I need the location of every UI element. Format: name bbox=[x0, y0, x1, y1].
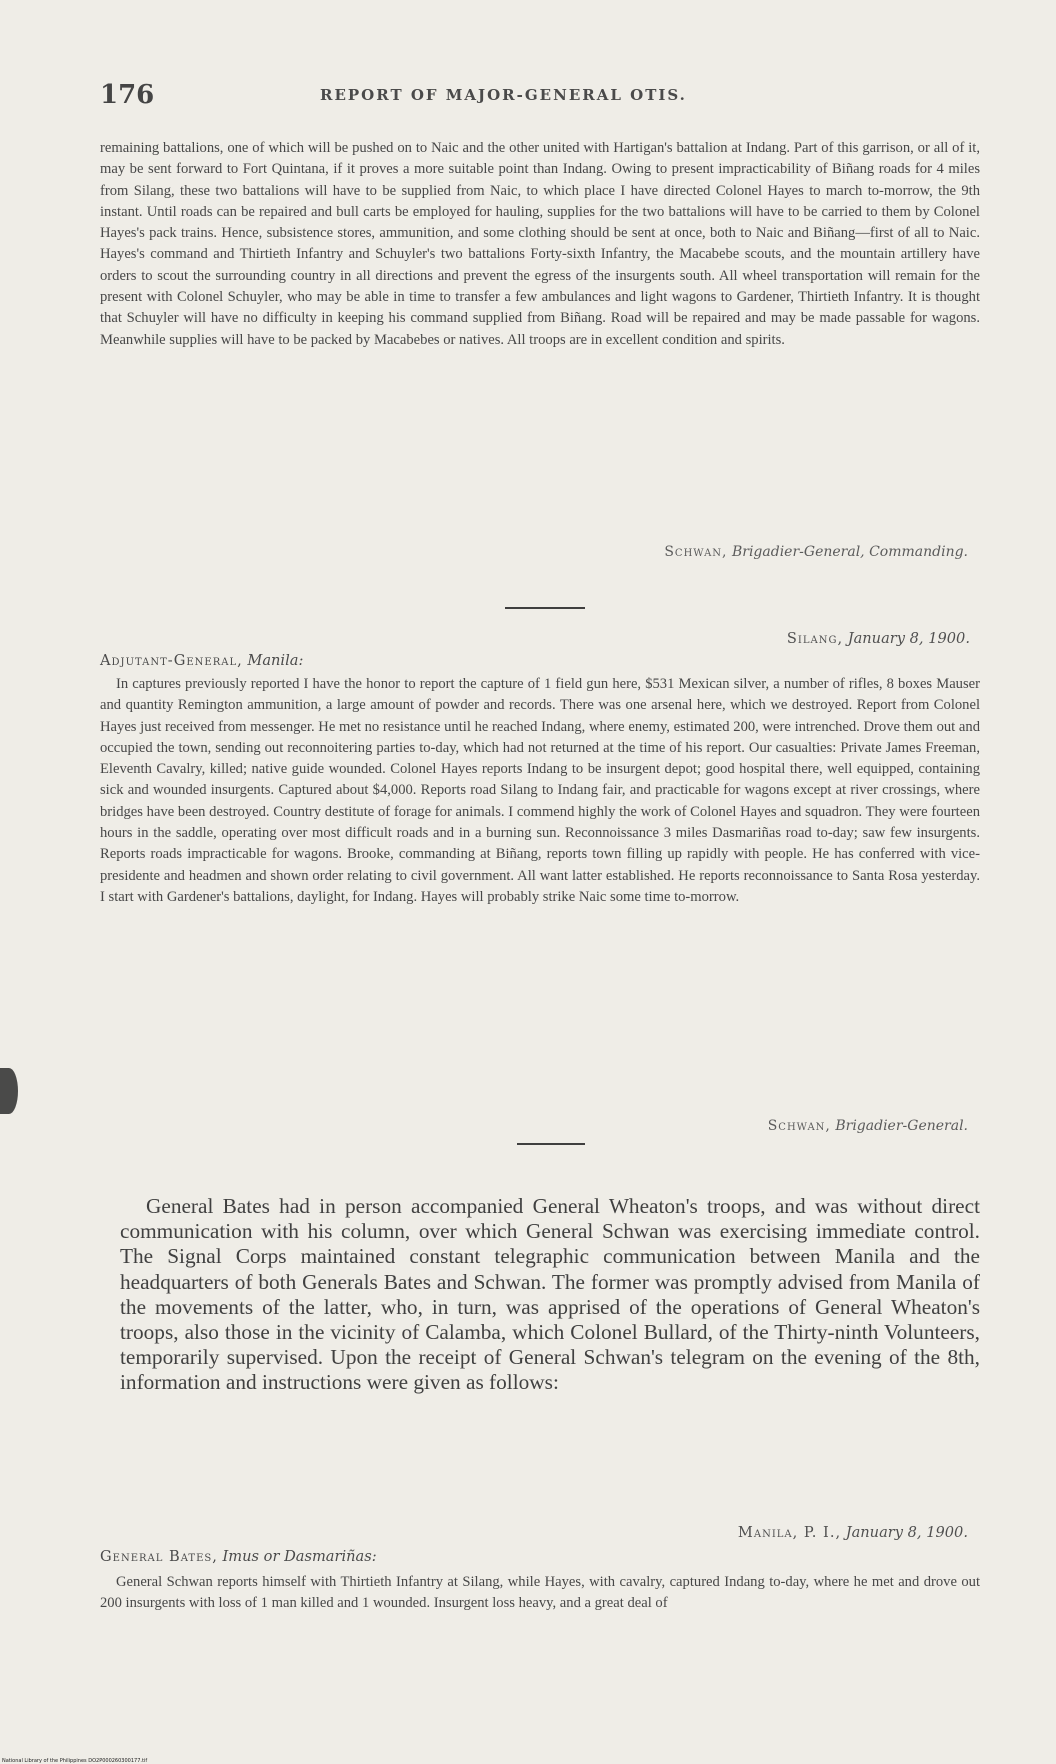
section-divider bbox=[517, 1143, 585, 1145]
addressee-place: Manila: bbox=[247, 652, 304, 669]
telegram-3-addressee bbox=[100, 1548, 377, 1565]
signature-title: Brigadier-General, Commanding. bbox=[731, 544, 968, 560]
addressee: Adjutant-General, bbox=[100, 652, 243, 669]
page-number: 176 bbox=[100, 80, 155, 110]
signature-name: Schwan, bbox=[664, 544, 728, 560]
telegram-1-text: remaining battalions, one of which will be pushed on to Naic and the other united with Hartigan's battalion at Indang. Part of this garrison, or all of it, may be sent forward to Fort Quintana, if it proves a more suitable point than Indang. Owing to present impracticability of Biñang roads for 4 miles from Silang, these two battalions will have to be supplied from Naic, to which place I have directed Colonel Hayes to march to-morrow, the 9th instant. Until roads can be repaired and bull carts be employed for hauling, supplies for the two battalions will have to be carried to them by Colonel Hayes's pack trains. Hence, subsistence stores, ammunition, and some clothing should be sent at once, both to Naic and Biñang—first of all to Naic. Hayes's command and Thirtieth Infantry and Schuyler's two battalions Forty-sixth Infantry, the Macabebe scouts, and the mountain artillery have orders to scout the surrounding country in all directions and prevent the egress of the insurgents south. All wheel transportation will remain for the present with Colonel Schuyler, who may be able in time to transfer a few ambulances and light wagons to Gardener, Thirtieth Infantry. It is thought that Schuyler will have no difficulty in keeping his command supplied from Biñang. Road will be repaired and may be made passable for wagons. Meanwhile supplies will have to be packed by Macabebes or natives. All troops are in excellent condition and spirits. bbox=[100, 140, 980, 348]
telegram-1-body bbox=[100, 138, 980, 351]
dateline-place: Silang, bbox=[786, 630, 844, 647]
running-head: REPORT OF MAJOR-GENERAL OTIS. bbox=[320, 86, 687, 104]
signature-title: Brigadier-General. bbox=[835, 1118, 968, 1134]
narrative-text: General Bates had in person accompanied General Wheaton's troops, and was without direct communication with his column, over which General Schwan was exercising immediate control. The Signal Corps maintained constant telegraphic communication between Manila and the headquarters of both Generals Bates and Schwan. The former was promptly advised from Manila of the movements of the latter, who, in turn, was apprised of the operations of General Wheaton's troops, also those in the vicinity of Calamba, which Colonel Bullard, of the Thirty-ninth Volunteers, temporarily supervised. Upon the receipt of General Schwan's telegram on the evening of the 8th, information and instructions were given as follows: bbox=[120, 1194, 980, 1395]
telegram-2-signature bbox=[768, 1118, 968, 1134]
narrative-paragraph bbox=[120, 1194, 980, 1396]
telegram-3-dateline bbox=[738, 1524, 968, 1541]
telegram-3-text: General Schwan reports himself with Thirtieth Infantry at Silang, while Hayes, with cavalry, captured Indang to-day, where he met and drove out 200 insurgents with loss of 1 man killed and 1 wounded. Insurgent loss heavy, and a great deal of bbox=[100, 1574, 980, 1612]
telegram-2-dateline bbox=[787, 630, 970, 647]
telegram-2-body bbox=[100, 674, 980, 908]
addressee: General Bates, bbox=[100, 1548, 218, 1565]
dateline-place: Manila, P. I., bbox=[737, 1524, 842, 1541]
page-header bbox=[100, 80, 980, 110]
telegram-3-body bbox=[100, 1572, 980, 1615]
addressee-place: Imus or Dasmariñas: bbox=[222, 1548, 377, 1565]
telegram-2-text: In captures previously reported I have the honor to report the capture of 1 field gun here, $531 Mexican silver, a number of rifles, 8 boxes Mauser and quantity Remington ammunition, a large amount of powder and records. There was one arsenal here, which we destroyed. Report from Colonel Hayes just received from messenger. He met no resistance until he reached Indang, where enemy, estimated 200, were intrenched. Drove them out and occupied the town, sending out reconnoitering parties to-day, which had not returned at the time of his report. Our casualties: Private James Freeman, Eleventh Cavalry, killed; native guide wounded. Colonel Hayes reports Indang to be insurgent depot; good hospital there, well equipped, containing sick and wounded insurgents. Captured about $4,000. Reports road Silang to Indang fair, and practicable for wagons except at river crossings, where bridges have been destroyed. Country destitute of forage for animals. I commend highly the work of Colonel Hayes and squadron. They were fourteen hours in the saddle, operating over most difficult roads and in a burning sun. Reconnoissance 3 miles Dasmariñas road to-day; saw few insurgents. Reports roads impracticable for wagons. Brooke, commanding at Biñang, reports town filling up rapidly with people. He has conferred with vice-presidente and headmen and shown order relating to civil government. All want latter established. He reports reconnoissance to Santa Rosa yesterday. I start with Gardener's battalions, daylight, for Indang. Hayes will probably strike Naic some time to-morrow. bbox=[100, 676, 980, 905]
dateline-date: January 8, 1900. bbox=[845, 1524, 968, 1541]
telegram-2-addressee bbox=[100, 652, 303, 669]
section-divider bbox=[505, 607, 585, 609]
telegram-1-signature bbox=[664, 544, 968, 560]
signature-name: Schwan, bbox=[767, 1118, 831, 1134]
dateline-date: January 8, 1900. bbox=[847, 630, 970, 647]
scan-credit: National Library of the Philippines DO2P000260300177.tif bbox=[2, 1758, 148, 1764]
scan-smudge bbox=[0, 1068, 18, 1114]
